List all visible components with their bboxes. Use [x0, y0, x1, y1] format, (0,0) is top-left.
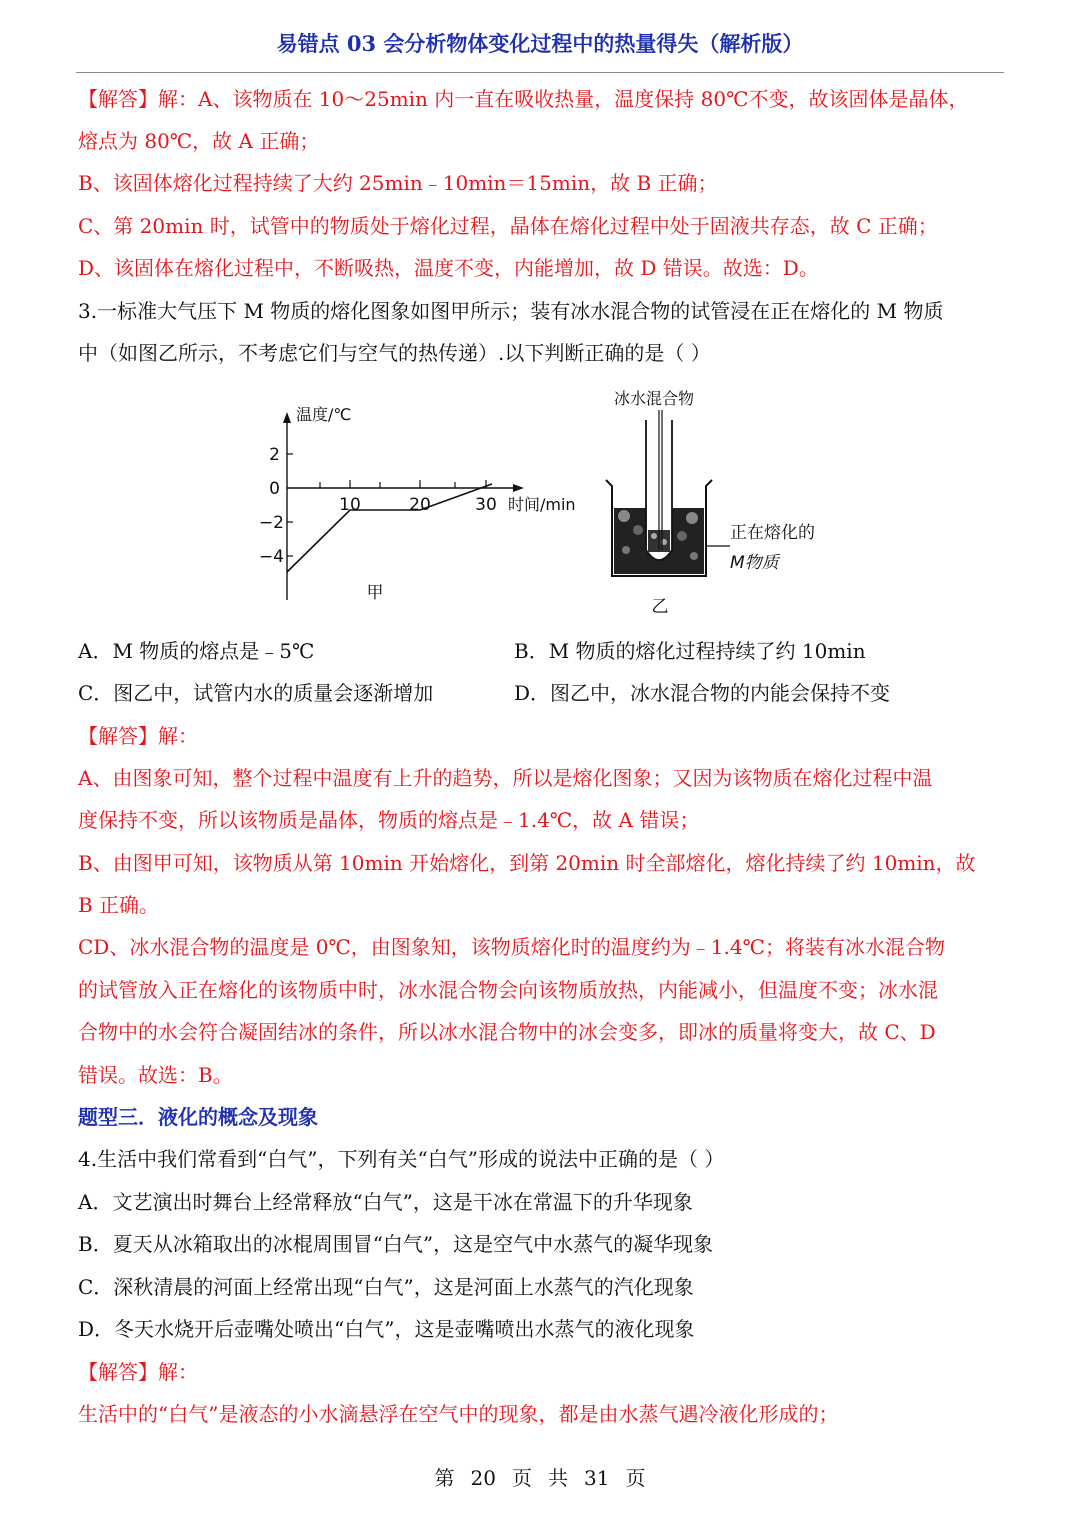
q4-option-a: A．文艺演出时舞台上经常释放“白气”，这是干冰在常温下的升华现象: [78, 1190, 693, 1214]
q4-option-c: C．深秋清晨的河面上经常出现“白气”，这是河面上水蒸气的汽化现象: [78, 1275, 694, 1299]
x-axis-arrow: [513, 484, 524, 492]
q3-figure: [240, 380, 860, 630]
y-tick-label-m2: −2: [258, 513, 284, 533]
prev-answer-line-5: D、该固体在熔化过程中，不断吸热，温度不变，内能增加，故 D 错误。故选：D。: [78, 256, 819, 280]
prev-answer-line-1: 【解答】解：A、该物质在 10～25min 内一直在吸收热量，温度保持 80℃不变，故该固体是晶体，: [78, 87, 969, 111]
q3-answer-a-line-1: A、由图象可知，整个过程中温度有上升的趋势，所以是熔化图象；又因为该物质在熔化过程中温: [78, 766, 933, 790]
m-substance-grain: [686, 512, 698, 524]
melting-graph: [259, 405, 576, 603]
prev-answer-line-4: C、第 20min 时，试管中的物质处于熔化过程，晶体在熔化过程中处于固液共存态，故 C 正确；: [78, 214, 938, 238]
q3-answer-b-line-2: B 正确。: [78, 893, 160, 917]
header-divider: [76, 72, 1004, 73]
y-axis-arrow: [283, 412, 291, 423]
q4-answer-line-1: 生活中的“白气”是液态的小水滴悬浮在空气中的现象，都是由水蒸气遇冷液化形成的；: [78, 1402, 839, 1426]
melting-curve: [287, 484, 492, 572]
prev-answer-line-2: 熔点为 80℃，故 A 正确；: [78, 129, 320, 153]
x-tick-label-30: 30: [475, 495, 497, 515]
q3-answer-cd-line-3: 合物中的水会符合凝固结冰的条件，所以冰水混合物中的冰会变多，即冰的质量将变大，故 C、D: [78, 1020, 936, 1044]
m-substance-grain: [618, 510, 630, 522]
page-header-title: 易错点 03 会分析物体变化过程中的热量得失（解析版）: [276, 31, 804, 56]
q3-figure-svg: [240, 380, 860, 630]
q3-option-c: C．图乙中，试管内水的质量会逐渐增加: [78, 681, 434, 705]
footer-word-2: 页: [512, 1466, 532, 1490]
q3-stem-line-2: 中（如图乙所示，不考虑它们与空气的热传递）.以下判断正确的是（ ）: [78, 341, 711, 365]
x-tick-label-20: 20: [409, 495, 431, 515]
q3-option-d: D．图乙中，冰水混合物的内能会保持不变: [514, 681, 891, 705]
q3-option-b: B．M 物质的熔化过程持续了约 10min: [514, 639, 866, 663]
page-footer: [0, 1462, 1080, 1491]
m-substance-grain: [622, 546, 630, 554]
footer-word-1: 第: [434, 1466, 455, 1490]
q3-answer-a-line-2: 度保持不变，所以该物质是晶体，物质的熔点是﹣1.4℃，故 A 错误；: [78, 808, 700, 832]
q4-option-b: B．夏天从冰箱取出的冰棍周围冒“白气”，这是空气中水蒸气的凝华现象: [78, 1232, 714, 1256]
apparatus-caption: 乙: [651, 597, 669, 617]
q3-answer-cd-line-1: CD、冰水混合物的温度是 0℃，由图象知，该物质熔化时的温度约为﹣1.4℃；将装有冰水混合物: [78, 935, 945, 959]
apparatus-diagram: [606, 389, 815, 617]
apparatus-side-label-2: M物质: [730, 553, 779, 573]
q4-answer-head: 【解答】解：: [78, 1360, 198, 1384]
m-substance-grain: [690, 552, 698, 560]
footer-word-3: 共: [548, 1466, 568, 1490]
q3-answer-b-line-1: B、由图甲可知，该物质从第 10min 开始熔化，到第 20min 时全部熔化，熔化持续了约 10min，故: [78, 851, 976, 875]
q3-option-a: A．M 物质的熔点是﹣5℃: [78, 639, 315, 663]
q3-stem-line-1: 3.一标准大气压下 M 物质的熔化图象如图甲所示；装有冰水混合物的试管浸在正在熔化的 M 物质: [78, 299, 944, 323]
graph-caption: 甲: [366, 583, 384, 603]
graph-xlabel: 时间/min: [508, 495, 576, 514]
footer-page-number: 20: [470, 1466, 496, 1490]
x-tick-label-10: 10: [339, 495, 361, 515]
y-tick-label-2: 2: [269, 445, 280, 465]
apparatus-side-label-1: 正在熔化的: [730, 523, 815, 543]
footer-word-4: 页: [625, 1466, 646, 1490]
m-substance-grain: [677, 531, 687, 541]
graph-ylabel: 温度/℃: [296, 405, 352, 424]
prev-answer-line-3: B、该固体熔化过程持续了大约 25min﹣10min＝15min，故 B 正确；: [78, 171, 718, 195]
apparatus-top-label: 冰水混合物: [613, 389, 695, 408]
m-substance-grain: [633, 525, 643, 535]
footer-total-pages: 31: [584, 1466, 610, 1490]
q3-answer-cd-line-2: 的试管放入正在熔化的该物质中时，冰水混合物会向该物质放热，内能减小，但温度不变；冰水混: [78, 978, 938, 1002]
y-tick-label-m4: −4: [258, 547, 284, 567]
q4-stem: 4.生活中我们常看到“白气”，下列有关“白气”形成的说法中正确的是（ ）: [78, 1147, 725, 1171]
q3-answer-cd-line-4: 错误。故选：B。: [78, 1063, 233, 1087]
q3-answer-head: 【解答】解：: [78, 724, 198, 748]
ice-water-bubble: [651, 533, 657, 539]
q4-option-d: D．冬天水烧开后壶嘴处喷出“白气”，这是壶嘴喷出水蒸气的液化现象: [78, 1317, 695, 1341]
y-tick-label-0: 0: [269, 479, 280, 499]
section-title: 题型三．液化的概念及现象: [78, 1105, 318, 1129]
